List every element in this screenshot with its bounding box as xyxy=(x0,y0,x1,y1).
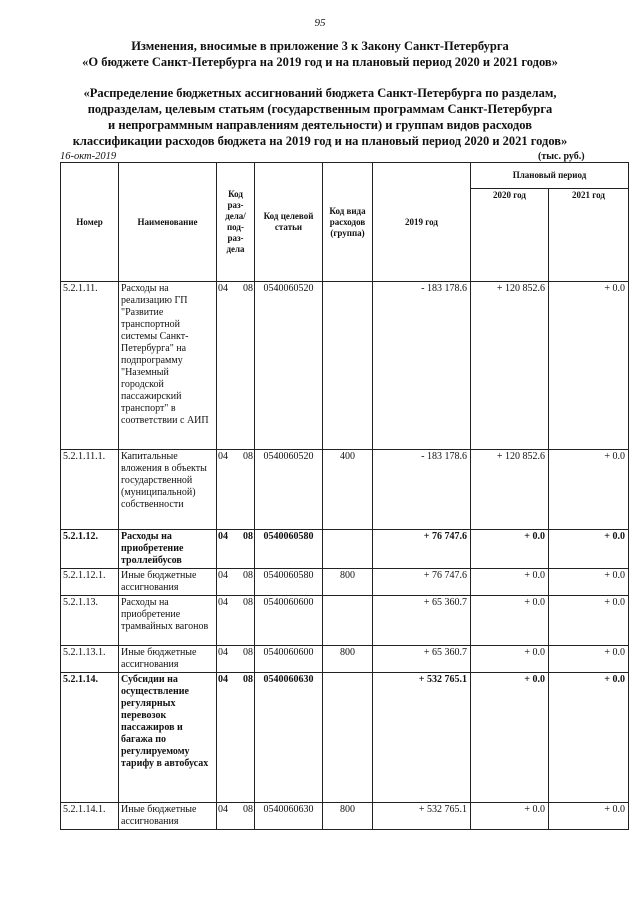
col-header-number: Номер xyxy=(61,163,119,282)
row-target-code: 0540060580 xyxy=(255,569,323,596)
row-section-code xyxy=(217,646,255,673)
row-subsection: 08 xyxy=(243,283,253,294)
row-section: 04 xyxy=(218,597,228,608)
col-header-section: Код раз-дела/ под-раз-дела xyxy=(217,163,255,282)
col-header-expense: Код вида расходов (группа) xyxy=(323,163,373,282)
row-target-code: 0540060630 xyxy=(255,673,323,803)
row-value-2021: + 0.0 xyxy=(549,530,629,569)
row-expense-code xyxy=(323,282,373,450)
row-number: 5.2.1.12.1. xyxy=(61,569,119,596)
subtitle-line: «Распределение бюджетных ассигнований бюджета Санкт-Петербурга по разделам, xyxy=(83,86,557,100)
heading-line: Изменения, вносимые в приложение 3 к Закону Санкт-Петербурга xyxy=(131,39,509,53)
row-value-2020: + 0.0 xyxy=(471,569,549,596)
row-section-code xyxy=(217,803,255,830)
row-expense-code: 800 xyxy=(323,646,373,673)
row-number: 5.2.1.14. xyxy=(61,673,119,803)
row-subsection: 08 xyxy=(243,804,253,815)
row-name: Капитальные вложения в объекты государственной (муниципальной) собственности xyxy=(119,450,217,530)
document-date: 16-окт-2019 xyxy=(60,151,117,162)
row-value-2020: + 120 852.6 xyxy=(471,450,549,530)
row-section: 04 xyxy=(218,531,228,542)
row-number: 5.2.1.13. xyxy=(61,596,119,646)
table-row xyxy=(61,530,629,569)
table-row xyxy=(61,673,629,803)
col-header-2019: 2019 год xyxy=(373,163,471,282)
row-value-2020: + 0.0 xyxy=(471,803,549,830)
row-value-2020: + 0.0 xyxy=(471,596,549,646)
row-section-code xyxy=(217,596,255,646)
subtitle-line: и непрограммным направлениям деятельности) и группам видов расходов xyxy=(108,118,532,132)
table-row xyxy=(61,596,629,646)
row-value-2019: - 183 178.6 xyxy=(373,282,471,450)
subtitle-line: классификации расходов бюджета на 2019 год и на плановый период 2020 и 2021 годов» xyxy=(72,134,568,148)
heading-line: «О бюджете Санкт-Петербурга на 2019 год и на плановый период 2020 и 2021 годов» xyxy=(82,55,558,69)
col-header-target: Код целевой статьи xyxy=(255,163,323,282)
row-value-2019: + 65 360.7 xyxy=(373,646,471,673)
col-header-planned: Плановый период xyxy=(471,163,629,189)
row-name: Иные бюджетные ассигнования xyxy=(119,569,217,596)
subtitle-line: подразделам, целевым статьям (государственным программам Санкт-Петербурга xyxy=(87,102,553,116)
row-value-2021: + 0.0 xyxy=(549,803,629,830)
row-name: Расходы на реализацию ГП "Развитие транспортной системы Санкт-Петербурга" на подпрограмму "Наземный городской пассажирский транспорт" в соответствии с АИП xyxy=(119,282,217,450)
row-value-2021: + 0.0 xyxy=(549,596,629,646)
row-name: Иные бюджетные ассигнования xyxy=(119,646,217,673)
row-value-2019: + 532 765.1 xyxy=(373,803,471,830)
budget-table xyxy=(60,162,629,830)
row-value-2019: + 65 360.7 xyxy=(373,596,471,646)
table-row xyxy=(61,646,629,673)
row-subsection: 08 xyxy=(243,570,253,581)
row-subsection: 08 xyxy=(243,597,253,608)
row-subsection: 08 xyxy=(243,674,253,685)
table-row xyxy=(61,450,629,530)
row-target-code: 0540060600 xyxy=(255,646,323,673)
table-row xyxy=(61,569,629,596)
document-subtitle xyxy=(20,85,620,149)
row-number: 5.2.1.14.1. xyxy=(61,803,119,830)
row-subsection: 08 xyxy=(243,451,253,462)
row-section-code xyxy=(217,530,255,569)
row-number: 5.2.1.11. xyxy=(61,282,119,450)
row-value-2019: - 183 178.6 xyxy=(373,450,471,530)
row-value-2021: + 0.0 xyxy=(549,646,629,673)
row-value-2019: + 532 765.1 xyxy=(373,673,471,803)
row-name: Расходы на приобретение трамвайных вагонов xyxy=(119,596,217,646)
row-value-2020: + 0.0 xyxy=(471,646,549,673)
row-section-code xyxy=(217,282,255,450)
row-target-code: 0540060580 xyxy=(255,530,323,569)
row-value-2019: + 76 747.6 xyxy=(373,530,471,569)
row-expense-code: 800 xyxy=(323,803,373,830)
row-value-2021: + 0.0 xyxy=(549,450,629,530)
row-section-code xyxy=(217,569,255,596)
row-value-2021: + 0.0 xyxy=(549,569,629,596)
row-section: 04 xyxy=(218,647,228,658)
row-name: Расходы на приобретение троллейбусов xyxy=(119,530,217,569)
row-section-code xyxy=(217,673,255,803)
table-body xyxy=(61,282,629,830)
row-value-2021: + 0.0 xyxy=(549,673,629,803)
row-section: 04 xyxy=(218,570,228,581)
row-subsection: 08 xyxy=(243,647,253,658)
row-value-2020: + 120 852.6 xyxy=(471,282,549,450)
row-expense-code: 400 xyxy=(323,450,373,530)
row-target-code: 0540060520 xyxy=(255,450,323,530)
row-name: Субсидии на осуществление регулярных перевозок пассажиров и багажа по регулируемому тарифу в автобусах xyxy=(119,673,217,803)
row-section: 04 xyxy=(218,451,228,462)
row-subsection: 08 xyxy=(243,531,253,542)
table-row xyxy=(61,803,629,830)
row-section: 04 xyxy=(218,283,228,294)
units-label: (тыс. руб.) xyxy=(538,151,585,162)
row-section: 04 xyxy=(218,674,228,685)
row-value-2020: + 0.0 xyxy=(471,673,549,803)
row-target-code: 0540060600 xyxy=(255,596,323,646)
page-number: 95 xyxy=(314,17,326,29)
col-header-2021: 2021 год xyxy=(549,189,629,282)
document-heading xyxy=(20,38,620,70)
row-name: Иные бюджетные ассигнования xyxy=(119,803,217,830)
row-value-2020: + 0.0 xyxy=(471,530,549,569)
row-section-code xyxy=(217,450,255,530)
row-number: 5.2.1.13.1. xyxy=(61,646,119,673)
row-number: 5.2.1.11.1. xyxy=(61,450,119,530)
col-header-2020: 2020 год xyxy=(471,189,549,282)
row-target-code: 0540060630 xyxy=(255,803,323,830)
table-row xyxy=(61,282,629,450)
row-expense-code xyxy=(323,530,373,569)
col-header-name: Наименование xyxy=(119,163,217,282)
row-number: 5.2.1.12. xyxy=(61,530,119,569)
row-expense-code: 800 xyxy=(323,569,373,596)
row-value-2019: + 76 747.6 xyxy=(373,569,471,596)
row-section: 04 xyxy=(218,804,228,815)
row-expense-code xyxy=(323,673,373,803)
row-value-2021: + 0.0 xyxy=(549,282,629,450)
row-target-code: 0540060520 xyxy=(255,282,323,450)
row-expense-code xyxy=(323,596,373,646)
